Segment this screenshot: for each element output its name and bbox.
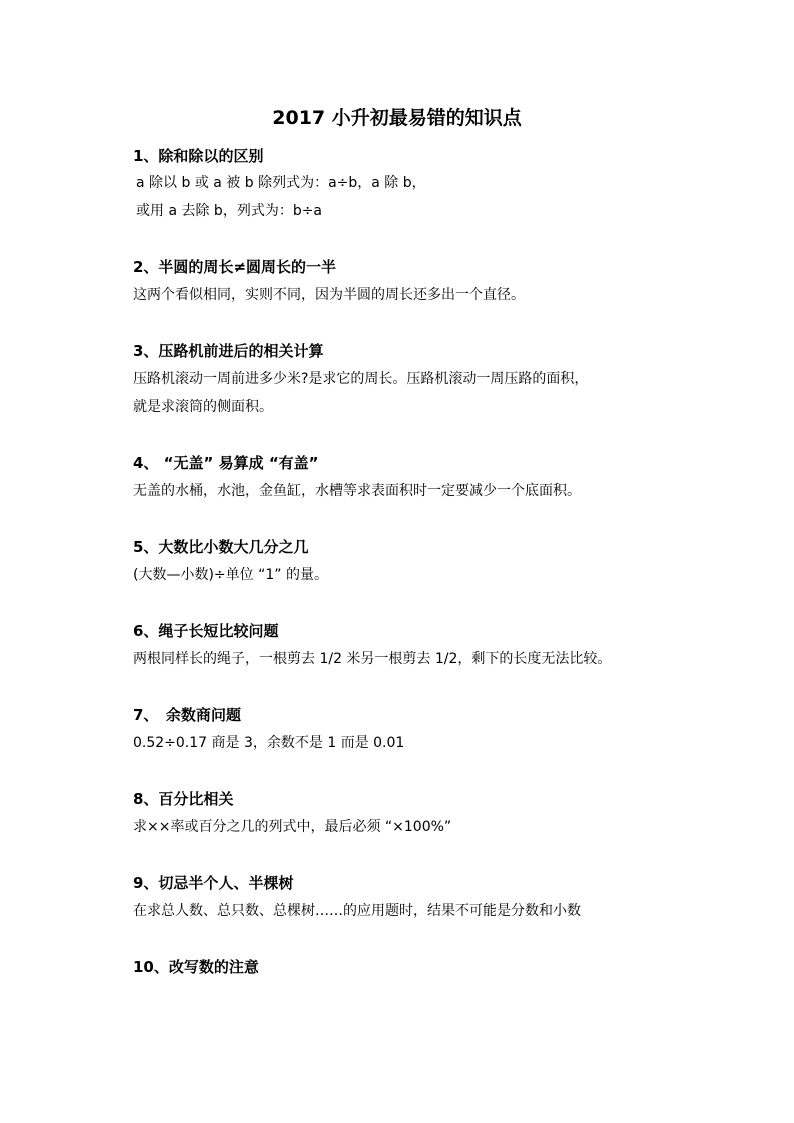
section-8-heading: 8、百分比相关 — [133, 790, 234, 808]
section-2-heading: 2、半圆的周长≠圆周长的一半 — [133, 258, 337, 276]
section-5-heading: 5、大数比小数大几分之几 — [133, 538, 309, 556]
section-3-line-2: 就是求滚筒的侧面积。 — [133, 399, 273, 415]
section-7-heading: 7、 余数商问题 — [133, 706, 241, 724]
section-6-heading: 6、绳子长短比较问题 — [133, 622, 279, 640]
section-8-line-1: 求××率或百分之几的列式中，最后必须 “×100%” — [133, 819, 452, 835]
section-3-heading: 3、压路机前进后的相关计算 — [133, 342, 324, 360]
section-9-heading: 9、切忌半个人、半棵树 — [133, 874, 294, 892]
section-5-line-1: (大数—小数)÷单位 “1” 的量。 — [133, 567, 328, 583]
section-9-line-1: 在求总人数、总只数、总棵树……的应用题时，结果不可能是分数和小数 — [133, 903, 581, 919]
section-7-line-1: 0.52÷0.17 商是 3，余数不是 1 而是 0.01 — [133, 735, 405, 751]
section-1-heading: 1、除和除以的区别 — [133, 147, 264, 165]
section-10-heading: 10、改写数的注意 — [133, 958, 259, 976]
page-title: 2017 小升初最易错的知识点 — [272, 107, 522, 129]
section-1-line-1: a 除以 b 或 a 被 b 除列式为：a÷b，a 除 b， — [136, 175, 426, 191]
section-1-line-2: 或用 a 去除 b，列式为：b÷a — [136, 203, 323, 219]
section-2-line-1: 这两个看似相同，实则不同，因为半圆的周长还多出一个直径。 — [133, 287, 525, 303]
section-3-line-1: 压路机滚动一周前进多少米?是求它的周长。压路机滚动一周压路的面积， — [133, 371, 589, 387]
section-4-line-1: 无盖的水桶，水池，金鱼缸，水槽等求表面积时一定要减少一个底面积。 — [133, 483, 581, 499]
section-6-line-1: 两根同样长的绳子，一根剪去 1/2 米另一根剪去 1/2，剩下的长度无法比较。 — [133, 651, 612, 667]
section-4-heading: 4、 “无盖” 易算成 “有盖” — [133, 454, 319, 472]
